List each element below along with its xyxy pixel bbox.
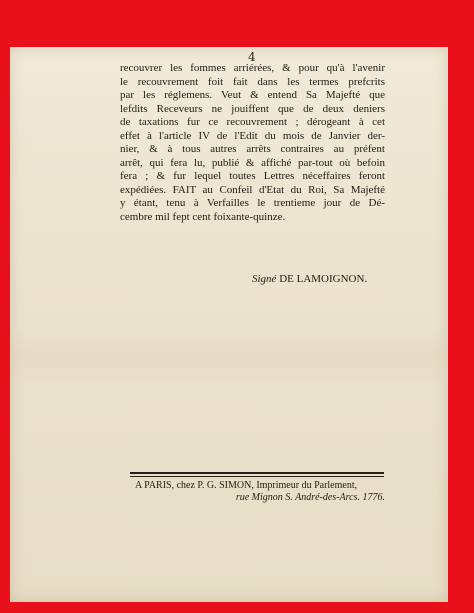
- page-number: 4: [248, 50, 256, 64]
- body-line: le recouvrement foit fait dans les termes prefcrits: [120, 75, 385, 88]
- body-line: de taxations fur ce recouvrement ; dérogeant à cet: [120, 116, 385, 128]
- signed-label: Signé: [252, 273, 277, 285]
- paper-fold-crease: [10, 327, 448, 387]
- imprint-line-2: rue Mignon S. André-des-Arcs. 1776.: [235, 492, 385, 503]
- body-line: y étant, tenu à Verfailles le trentieme jour de Dé-: [120, 197, 385, 209]
- body-line: effet à l'article IV de l'Edit du mois de Janvier der-: [120, 129, 385, 142]
- body-line: cembre mil fept cent foixante-quinze.: [120, 210, 286, 223]
- decree-body-text: [120, 62, 385, 224]
- body-line: lefdits Receveurs ne jouiffent que de deux deniers: [120, 102, 385, 115]
- body-line: par les réglemens. Veut & entend Sa Majefté que: [120, 89, 385, 101]
- imprint-line-1: A PARIS, chez P. G. SIMON, Imprimeur du Parlement,: [135, 480, 358, 491]
- body-line: nier, & à tous autres arrêts contraires au préfent: [120, 143, 385, 155]
- signatory-name: DE LAMOIGNON.: [279, 273, 368, 285]
- printer-imprint: [135, 480, 385, 504]
- body-line: arrêt, qui fera lu, publié & affiché par-tout où befoin: [120, 156, 385, 169]
- imprint-rule-thick: [130, 472, 384, 474]
- body-line: recouvrer les fommes arriérées, & pour qu'à l'avenir: [120, 62, 385, 74]
- body-line: expédiées. FAIT au Confeil d'Etat du Roi, Sa Majefté: [120, 183, 385, 196]
- body-line: fera ; & fur lequel toutes Lettres néceffaires feront: [120, 170, 385, 182]
- signature-line: [252, 273, 367, 285]
- imprint-rule-thin: [130, 476, 384, 477]
